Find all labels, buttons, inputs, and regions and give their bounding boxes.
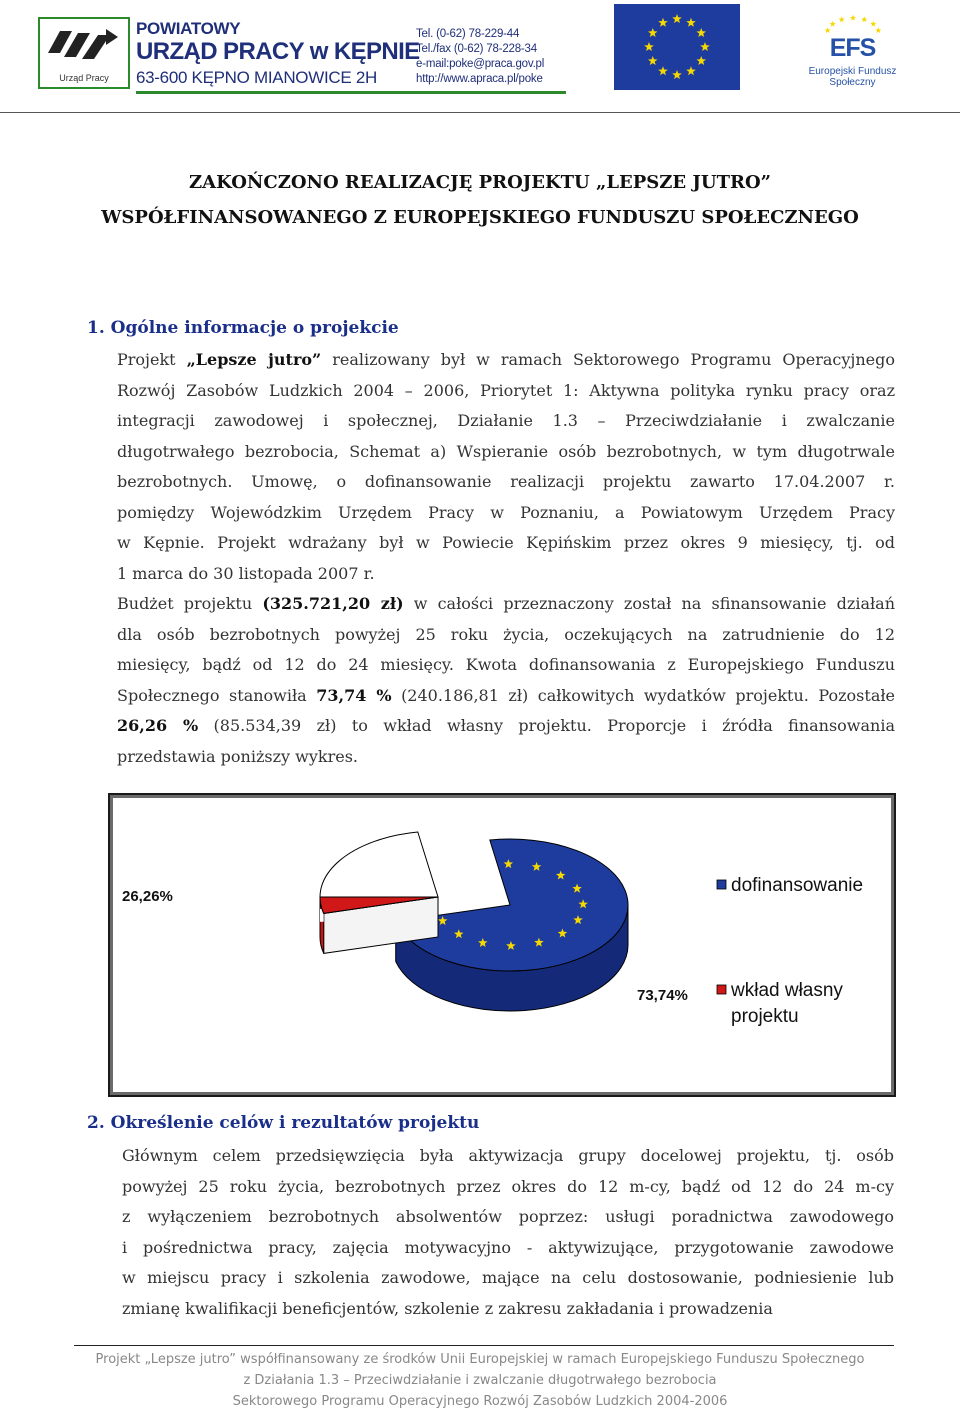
website-link[interactable]: http://www.apraca.pl/poke xyxy=(416,73,543,85)
paragraph-line: powyżej 25 roku życia, bezrobotnych przez okres do 12 m-cy, bądź od 12 do 24 m-cy xyxy=(122,1176,894,1196)
legend-label: wkład własny xyxy=(731,980,843,1001)
phone: Tel. (0-62) 78-229-44 xyxy=(416,28,520,40)
efs-star-icon xyxy=(839,16,845,22)
eu-star-icon xyxy=(686,66,696,75)
eu-star-icon xyxy=(644,42,654,51)
text-run: Budżet projektu xyxy=(117,594,263,613)
emphasis-text: 26,26 % xyxy=(117,716,199,735)
slice-label-wklad: 26,26% xyxy=(122,888,173,905)
paragraph-line: miesięcy, bądź od 12 do 24 miesięcy. Kwota dofinansowania z Europejskiego Funduszu xyxy=(117,655,895,674)
funding-pie-chart xyxy=(108,793,896,1097)
section1-heading: 1. Ogólne informacje o projekcie xyxy=(87,318,399,338)
efs-star-icon xyxy=(830,21,836,27)
efs-logo-text: EFS xyxy=(829,34,876,62)
eu-star-icon xyxy=(648,28,658,37)
efs-stars-icon xyxy=(820,12,886,34)
paragraph-line xyxy=(117,350,895,369)
office-name xyxy=(136,20,420,86)
efs-star-icon xyxy=(875,27,881,33)
paragraph-line: integracji zawodowej i społecznej, Działanie 1.3 – Przeciwdziałanie i zwalczanie xyxy=(117,411,895,430)
legend-label: dofinansowanie xyxy=(731,875,864,896)
office-address: 63-600 KĘPNO MIANOWICE 2H xyxy=(136,68,377,87)
efs-star-icon xyxy=(850,15,856,21)
efs-star-icon xyxy=(861,16,867,22)
eu-star-icon xyxy=(686,18,696,27)
paragraph-line xyxy=(117,716,895,735)
paragraph-line: 1 marca do 30 listopada 2007 r. xyxy=(117,563,375,583)
footer-line3: Sektorowego Programu Operacyjnego Rozwój Zasobów Ludzkich 2004-2006 xyxy=(232,1394,728,1409)
header-green-rule xyxy=(136,91,566,94)
paragraph-line: pomiędzy Wojewódzkim Urzędem Pracy w Poznaniu, a Powiatowym Urzędem Pracy xyxy=(117,502,895,522)
paragraph-line: bezrobotnych. Umowę, o dofinansowanie realizacji projektu zawarto 17.04.2007 r. xyxy=(117,472,895,491)
eu-star-icon xyxy=(672,14,682,23)
footer-line2: z Działania 1.3 – Przeciwdziałanie i zwalczanie długotrwałego bezrobocia xyxy=(243,1373,717,1388)
text-run: Społecznego stanowiła xyxy=(117,685,317,705)
efs-logo xyxy=(790,12,915,88)
pie-chart-svg xyxy=(110,795,894,1095)
paragraph-line: Rozwój Zasobów Ludzkich 2004 – 2006, Priorytet 1: Aktywna polityka rynku pracy oraz xyxy=(117,380,895,400)
emphasis-text: (325.721,20 zł) xyxy=(262,594,404,613)
paragraph-line: i pośrednictwa pracy, zajęcia motywacyjno - aktywizujące, przygotowanie zawodowe xyxy=(122,1237,894,1257)
eu-star-icon xyxy=(697,56,707,65)
eu-star-icon xyxy=(672,70,682,79)
text-run: (85.534,39 zł) to wkład własny projektu. Proporcje i źródła finansowania xyxy=(198,716,896,735)
paragraph-line: długotrwałego bezrobocia, Schemat a) Wspieranie osób bezrobotnych, w tym długotrwale xyxy=(117,441,895,461)
paragraph-line: zmianę kwalifikacji beneficjentów, szkolenie z zakresu zakładania i prowadzenia xyxy=(122,1298,773,1318)
emphasis-text: „Lepsze jutro” xyxy=(186,350,322,369)
legend-swatch xyxy=(717,880,726,889)
eu-star-icon xyxy=(697,28,707,37)
email-link[interactable]: e-mail:poke@praca.gov.pl xyxy=(416,58,545,70)
text-run: w całości przeznaczony został na sfinansowanie działań xyxy=(403,594,896,613)
eu-flag-icon xyxy=(614,4,740,90)
eu-star-icon xyxy=(700,42,710,51)
eu-star-icon xyxy=(658,66,668,75)
paragraph-line: Głównym celem przedsięwzięcia była aktywizacja grupy docelowej projektu, tj. osób xyxy=(122,1146,894,1165)
contact-info xyxy=(416,27,544,87)
office-name-line2: URZĄD PRACY w KĘPNIE xyxy=(136,38,420,65)
paragraph-line: z wyłączeniem bezrobotnych absolwentów poprzez: usługi poradnictwa zawodowego xyxy=(122,1207,894,1226)
logo-caption: Urząd Pracy xyxy=(59,73,109,83)
text-run: realizowany był w ramach Sektorowego Programu Operacyjnego xyxy=(321,350,896,369)
emphasis-text: 73,74 % xyxy=(316,685,392,705)
footer-divider xyxy=(74,1345,894,1346)
legend-swatch xyxy=(717,985,726,994)
legend-label: projektu xyxy=(731,1006,799,1027)
efs-star-icon xyxy=(870,21,876,27)
paragraph-line: w Kępnie. Projekt wdrażany był w Powiecie Kępińskim przez okres 9 miesięcy, tj. od xyxy=(117,533,895,552)
arrows-logo-icon xyxy=(46,23,120,65)
paragraph-line xyxy=(117,686,895,705)
eu-star-icon xyxy=(658,18,668,27)
document-title-line2: WSPÓŁFINANSOWANEGO Z EUROPEJSKIEGO FUNDUSZU SPOŁECZNEGO xyxy=(101,207,859,228)
fax: Tel./fax (0-62) 78-228-34 xyxy=(416,43,537,55)
paragraph-line: w miejscu pracy i szkolenia zawodowe, mające na celu dostosowanie, podniesienie lub xyxy=(122,1268,894,1287)
efs-logo-subtitle: Europejski Fundusz Społeczny xyxy=(808,66,897,88)
section2-heading: 2. Określenie celów i rezultatów projektu xyxy=(87,1113,480,1133)
office-logo xyxy=(38,17,130,89)
efs-star-icon xyxy=(825,27,831,33)
document-title-line1: ZAKOŃCZONO REALIZACJĘ PROJEKTU „LEPSZE JUTRO” xyxy=(188,172,771,193)
footer-line1: Projekt „Lepsze jutro” współfinansowany ze środków Unii Europejskiej w ramach Europejskiego Funduszu Społecznego xyxy=(95,1352,865,1367)
eu-star-icon xyxy=(648,56,658,65)
paragraph-line xyxy=(117,594,895,613)
paragraph-line: dla osób bezrobotnych powyżej 25 roku życia, oczekujących na zatrudnienie do 12 xyxy=(117,624,895,644)
page-header xyxy=(0,0,960,112)
slice-label-dofinansowanie: 73,74% xyxy=(637,987,688,1004)
text-run: Projekt xyxy=(117,350,187,369)
text-run: (240.186,81 zł) całkowitych wydatków projektu. Pozostałe xyxy=(391,685,896,705)
paragraph-line: przedstawia poniższy wykres. xyxy=(117,746,358,766)
header-divider xyxy=(0,112,960,113)
office-name-line1: POWIATOWY xyxy=(136,19,241,38)
